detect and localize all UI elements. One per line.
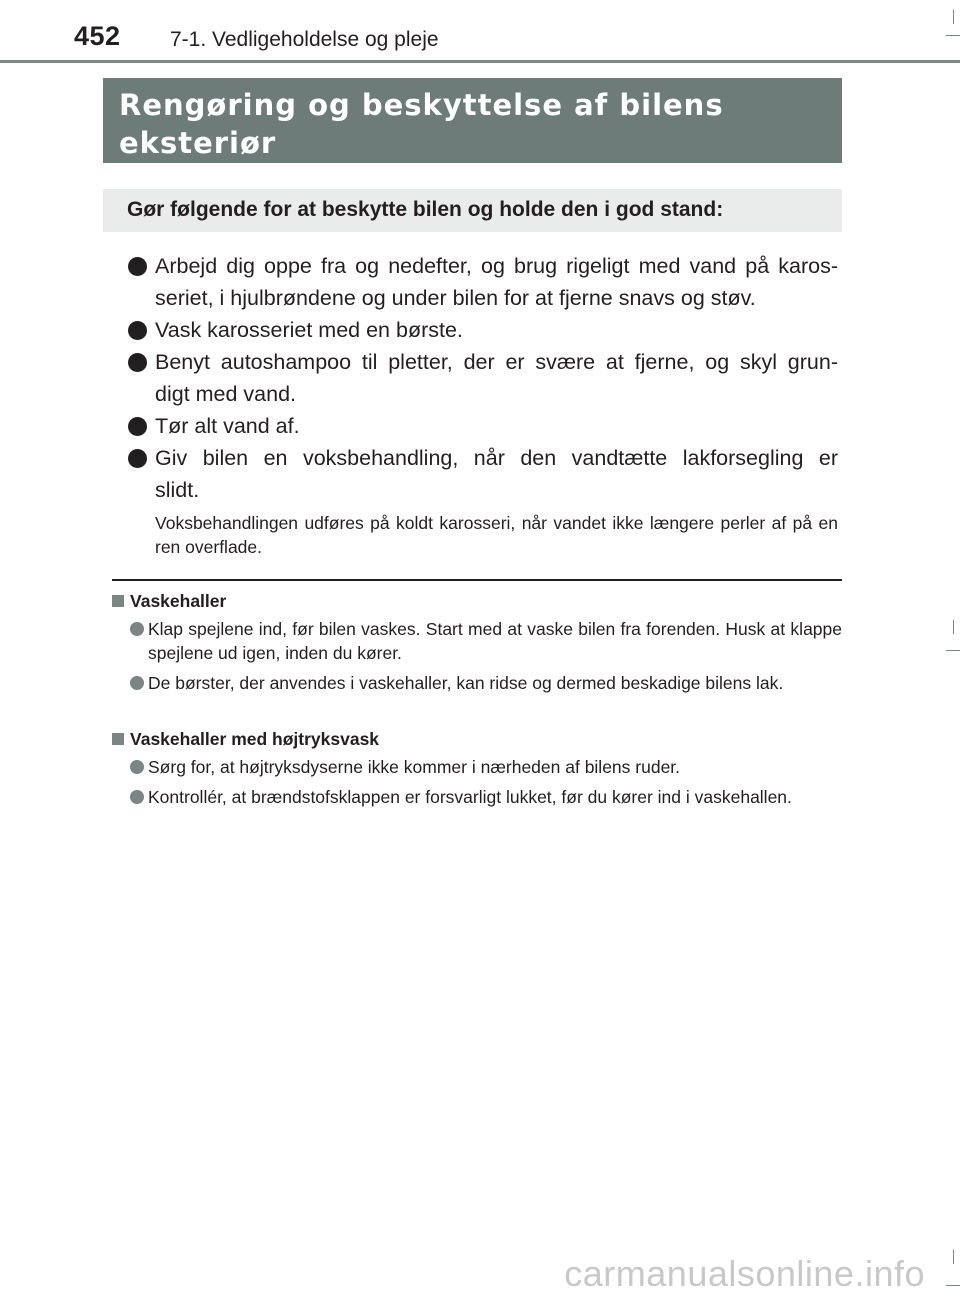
sub-section-hojtryksvask: [112, 727, 842, 815]
list-item-line: digt med vand.: [155, 382, 297, 406]
bullet-icon: [128, 417, 147, 436]
crop-mark: [953, 620, 954, 634]
list-item: [128, 250, 838, 314]
sub-heading: [112, 727, 842, 751]
page-title-line-2: eksteriør: [119, 126, 277, 160]
note-text: Voksbehandlingen udføres på koldt karosseri, når vandet ikke længere perler af på en ren overflade.: [155, 513, 838, 557]
bullet-icon: [128, 321, 147, 340]
sub-heading: [112, 589, 842, 613]
section-title: 7-1. Vedligeholdelse og pleje: [170, 28, 439, 51]
divider: [112, 579, 842, 581]
list-item-text: Sørg for, at højtryksdyserne ikke kommer i nærheden af bilens ruder.: [148, 757, 681, 777]
square-bullet-icon: [112, 733, 124, 745]
bullet-icon: [130, 760, 144, 774]
crop-mark: [946, 35, 960, 36]
sub-heading-label: Vaskehaller med højtryksvask: [130, 729, 380, 749]
page-title: [103, 78, 842, 163]
intro-box: Gør følgende for at beskytte bilen og holde den i god stand:: [103, 189, 842, 232]
bullet-icon: [128, 449, 147, 468]
bullet-icon: [130, 790, 144, 804]
header-rule: [0, 60, 960, 63]
list-item-text: Klap spejlene ind, før bilen vaskes. Start med at vaske bilen fra forenden. Husk at klappe spejlene ud igen, inden du kører.: [148, 619, 842, 663]
watermark[interactable]: carmanualsonline.info: [564, 1253, 925, 1294]
square-bullet-icon: [112, 595, 124, 607]
list-item: [128, 410, 838, 442]
list-item: [128, 442, 838, 506]
list-item-line: Vask karosseriet med en børste.: [155, 318, 463, 342]
sub-list: [112, 755, 842, 809]
crop-mark: [946, 1285, 960, 1286]
crop-mark: [946, 650, 960, 651]
list-item: [112, 671, 842, 695]
list-item-text: De børster, der anvendes i vaskehaller, kan ridse og dermed beskadige bilens lak.: [148, 673, 784, 693]
bullet-icon: [128, 353, 147, 372]
list-item-line: Giv bilen en voksbehandling, når den vandtætte lakforsegling er: [155, 446, 838, 470]
main-bullet-list: [128, 250, 838, 506]
list-item: [128, 346, 838, 410]
page-title-line-1: Rengøring og beskyttelse af bilens: [119, 88, 724, 122]
list-item-text: Kontrollér, at brændstofsklappen er forsvarligt lukket, før du kører ind i vaskehallen.: [148, 787, 792, 807]
crop-mark: [953, 1250, 954, 1264]
bullet-icon: [130, 622, 144, 636]
list-item: [112, 785, 842, 809]
list-item-line: Benyt autoshampoo til pletter, der er svære at fjerne, og skyl grun-: [155, 350, 838, 374]
list-item-line: Tør alt vand af.: [155, 414, 300, 438]
crop-mark: [953, 10, 954, 24]
list-item: [112, 755, 842, 779]
sub-list: [112, 617, 842, 695]
page-number: 452: [74, 21, 121, 51]
list-item: [128, 314, 838, 346]
list-item: [112, 617, 842, 665]
sub-heading-label: Vaskehaller: [130, 591, 227, 611]
bullet-icon: [128, 257, 147, 276]
list-item-line: slidt.: [155, 478, 200, 502]
list-item-line: seriet, i hjulbrøndene og under bilen for at fjerne snavs og støv.: [155, 286, 756, 310]
sub-section-vaskehaller: [112, 589, 842, 701]
list-item-line: Arbejd dig oppe fra og nedefter, og brug rigeligt med vand på karos-: [155, 254, 838, 278]
bullet-icon: [130, 676, 144, 690]
